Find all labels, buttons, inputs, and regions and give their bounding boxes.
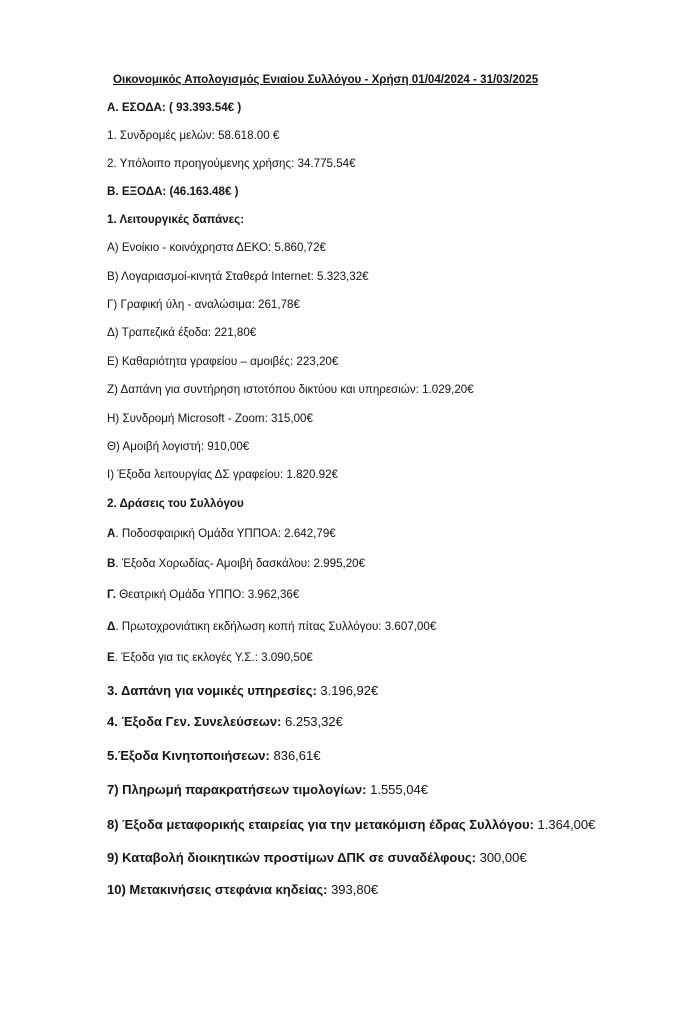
other-expense-item <box>107 683 378 699</box>
other-expense-value: 836,61€ <box>269 748 321 763</box>
operating-expense-item: Ζ) Δαπάνη για συντήρηση ιστοτόπου δικτύου και υπηρεσιών: 1.029,20€ <box>107 383 474 396</box>
activity-item <box>107 527 336 541</box>
operating-expense-item: Δ) Τραπεζικά έξοδα: 221,80€ <box>107 326 257 339</box>
operating-expense-item: Α) Ενοίκιο - κοινόχρηστα ΔΕΚΟ: 5.860,72€ <box>107 241 326 254</box>
operating-expenses-heading: 1. Λειτουργικές δαπάνες: <box>107 213 245 226</box>
activity-letter: Ε <box>107 651 115 664</box>
other-expense-item <box>107 882 378 898</box>
income-item: 1. Συνδρομές μελών: 58.618.00 € <box>107 129 280 142</box>
operating-expense-item: Γ) Γραφική ύλη - αναλώσιμα: 261,78€ <box>107 298 300 311</box>
activity-item <box>107 588 299 602</box>
activity-letter: Δ <box>107 620 116 633</box>
activity-text: . Ποδοσφαιρική Ομάδα ΥΠΠΟΑ: 2.642,79€ <box>115 527 336 540</box>
other-expense-item <box>107 850 527 866</box>
operating-expense-item: Ε) Καθαριότητα γραφείου – αμοιβές: 223,20€ <box>107 355 339 368</box>
other-expense-label: 5.Έξοδα Κινητοποιήσεων: <box>107 748 270 763</box>
activity-text: Θεατρική Ομάδα ΥΠΠΟ: 3.962,36€ <box>115 588 300 601</box>
other-expense-label: 7) Πληρωμή παρακρατήσεων τιμολογίων: <box>107 782 367 797</box>
operating-expense-item: Β) Λογαριασμοί-κινητά Σταθερά Internet: 5.323,32€ <box>107 270 369 283</box>
operating-expense-item: Θ) Αμοιβή λογιστή: 910,00€ <box>107 440 250 453</box>
other-expense-label: 8) Έξοδα μεταφορικής εταιρείας για την μετακόμιση έδρας Συλλόγου: <box>107 817 534 832</box>
other-expense-value: 300,00€ <box>475 850 527 865</box>
other-expense-item <box>107 782 428 798</box>
activity-item <box>107 651 313 665</box>
operating-expense-item: Η) Συνδρομή Microsoft - Zoom: 315,00€ <box>107 412 313 425</box>
other-expense-value: 3.196,92€ <box>316 683 379 698</box>
activity-text: . Έξοδα για τις εκλογές Υ.Σ.: 3.090,50€ <box>114 651 313 664</box>
other-expense-value: 1.555,04€ <box>366 782 428 797</box>
other-expense-label: 10) Μετακινήσεις στεφάνια κηδείας: <box>107 882 328 897</box>
other-expense-item <box>107 748 320 764</box>
activity-item <box>107 620 436 634</box>
activity-letter: Β <box>107 557 116 570</box>
income-item: 2. Υπόλοιπο προηγούμενης χρήσης: 34.775.54€ <box>107 157 356 170</box>
other-expense-item <box>107 714 343 730</box>
income-heading: Α. ΕΣΟΔΑ: ( 93.393.54€ ) <box>107 101 242 114</box>
activity-item <box>107 557 365 571</box>
other-expense-label: 9) Καταβολή διοικητικών προστίμων ΔΠΚ σε συναδέλφους: <box>107 850 476 865</box>
other-expense-label: 4. Έξοδα Γεν. Συνελεύσεων: <box>107 714 282 729</box>
other-expense-item <box>107 817 595 833</box>
other-expense-value: 393,80€ <box>327 882 379 897</box>
other-expense-value: 6.253,32€ <box>281 714 343 729</box>
activities-heading: 2. Δράσεις του Συλλόγου <box>107 497 244 510</box>
expenses-heading: Β. ΕΞΟΔΑ: (46.163.48€ ) <box>107 185 239 198</box>
activity-text: . Πρωτοχρονιάτικη εκδήλωση κοπή πίτας Συλλόγου: 3.607,00€ <box>115 620 437 633</box>
document-title: Οικονομικός Απολογισμός Ενιαίου Συλλόγου - Χρήση 01/04/2024 - 31/03/2025 <box>113 73 539 86</box>
activity-letter: Α <box>107 527 116 540</box>
activity-letter: Γ. <box>107 588 116 601</box>
other-expense-value: 1.364,00€ <box>533 817 596 832</box>
other-expense-label: 3. Δαπάνη για νομικές υπηρεσίες: <box>107 683 317 698</box>
activity-text: . Έξοδα Χορωδίας- Αμοιβή δασκάλου: 2.995,20€ <box>115 557 366 570</box>
operating-expense-item: Ι) Έξοδα λειτουργίας ΔΣ γραφείου: 1.820.92€ <box>107 468 338 481</box>
